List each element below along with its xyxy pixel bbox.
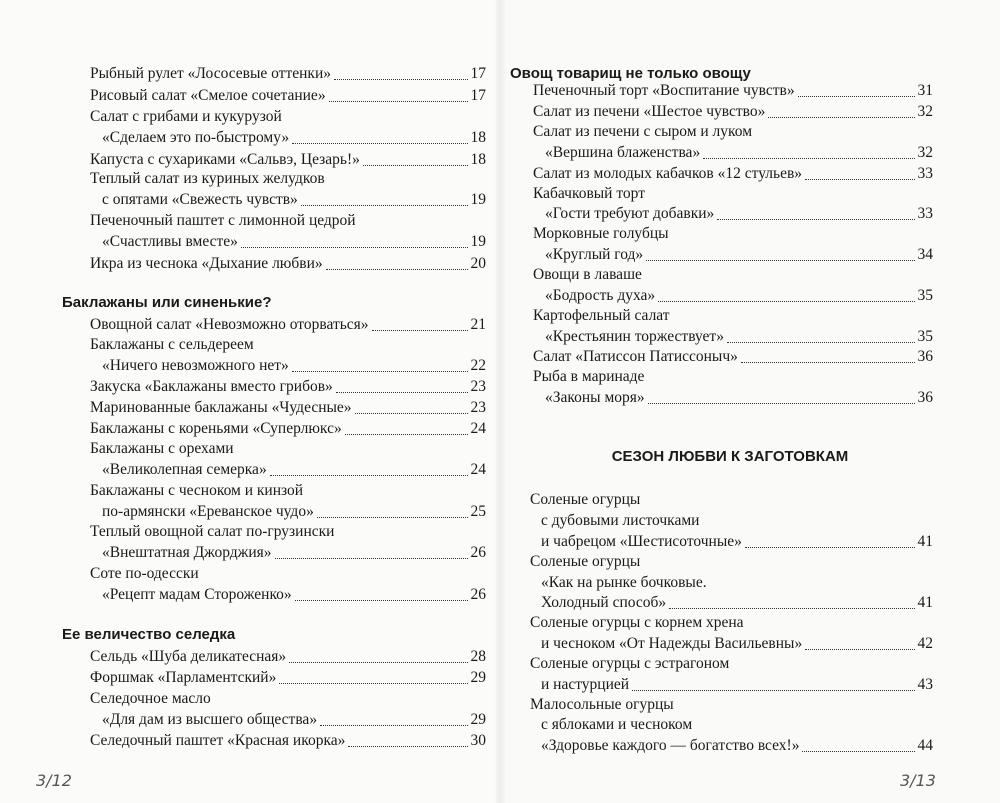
toc-entry: «Бодрость духа» 35 [545,287,933,304]
page-number-right: 3/13 [900,771,936,790]
toc-entry: Холодный способ» 41 [541,594,933,611]
toc-entry: Баклажаны с чесноком и кинзой [90,482,304,499]
section-heading: Баклажаны или синенькие? [62,294,272,311]
toc-entry: Соленые огурцы [530,553,641,570]
toc-entry: и чабрецом «Шестисоточные» 41 [541,533,933,550]
toc-entry: и чесноком «От Надежды Васильевны» 42 [541,635,933,652]
toc-entry: Овощной салат «Невозможно оторваться» 21 [90,316,486,333]
toc-entry: Салат из печени «Шестое чувство» 32 [533,103,933,120]
toc-entry: «Счастливы вместе» 19 [102,233,486,250]
toc-entry: Соленые огурцы с корнем хрена [530,614,744,631]
toc-entry: «Крестьянин торжествует» 35 [545,328,933,345]
toc-entry: по-армянски «Ереванское чудо» 25 [102,503,486,520]
toc-entry: и настурцией 43 [541,676,933,693]
toc-entry: «Сделаем это по-быстрому» 18 [102,129,486,146]
toc-entry: с опятами «Свежесть чувств» 19 [102,191,486,208]
toc-entry: с яблоками и чесноком [541,716,693,733]
toc-entry: Баклажаны с орехами [90,440,234,457]
part-heading: СЕЗОН ЛЮБВИ К ЗАГОТОВКАМ [611,448,849,465]
toc-entry: Баклажаны с кореньями «Суперлюкс» 24 [90,420,486,437]
toc-entry: «Ничего невозможного нет» 22 [102,357,486,374]
toc-entry: Кабачковый торт [533,185,645,202]
toc-entry: «Для дам из высшего общества» 29 [102,711,486,728]
toc-entry: «Вершина блаженства» 32 [545,144,933,161]
toc-entry: Форшмак «Парламентский» 29 [90,669,486,686]
book-gutter [494,0,506,803]
toc-entry: «Внештатная Джорджия» 26 [102,544,486,561]
toc-entry: «Рецепт мадам Стороженко» 26 [102,586,486,603]
toc-entry: Салат с грибами и кукурузой [90,108,282,125]
toc-entry: Теплый салат из куриных желудков [90,170,325,187]
toc-entry: Соленые огурцы [530,491,641,508]
toc-entry: Селедочный паштет «Красная икорка» 30 [90,732,486,749]
toc-entry: «Законы моря» 36 [545,389,933,406]
toc-entry: Капуста с сухариками «Сальвэ, Цезарь!» 18 [90,151,486,168]
toc-entry: Селедочное масло [90,690,211,707]
toc-entry: Соте по-одесски [90,565,199,582]
toc-entry: Маринованные баклажаны «Чудесные» 23 [90,399,486,416]
toc-entry: Морковные голубцы [533,225,669,242]
toc-entry: «Здоровье каждого — богатство всех!» 44 [541,737,933,754]
toc-entry: Баклажаны с сельдереем [90,336,254,353]
toc-entry: «Как на рынке бочковые. [541,574,707,591]
toc-entry: Рыба в маринаде [533,368,645,385]
toc-entry: Салат «Патиссон Патиссоныч» 36 [533,348,933,365]
section-heading: Овощ товарищ не только овощу [510,65,751,82]
page-number-left: 3/12 [36,771,72,790]
toc-entry: Сельдь «Шуба деликатесная» 28 [90,648,486,665]
toc-entry: «Круглый год» 34 [545,246,933,263]
toc-entry: Овощи в лаваше [533,266,642,283]
toc-entry: Соленые огурцы с эстрагоном [530,655,730,672]
toc-entry: с дубовыми листочками [541,512,700,529]
toc-entry: Печеночный торт «Воспитание чувств» 31 [533,82,933,99]
toc-entry: Салат из печени с сыром и луком [533,123,753,140]
toc-entry: «Великолепная семерка» 24 [102,461,486,478]
toc-entry: Рыбный рулет «Лососевые оттенки» 17 [90,65,486,82]
section-heading: Ее величество селедка [62,626,236,643]
toc-entry: Рисовый салат «Смелое сочетание» 17 [90,87,486,104]
toc-entry: Икра из чеснока «Дыхание любви» 20 [90,255,486,272]
toc-entry: Малосольные огурцы [530,696,674,713]
toc-entry: Закуска «Баклажаны вместо грибов» 23 [90,378,486,395]
toc-entry: Теплый овощной салат по-грузински [90,523,335,540]
toc-entry: «Гости требуют добавки» 33 [545,205,933,222]
toc-entry: Салат из молодых кабачков «12 стульев» 33 [533,165,933,182]
toc-entry: Картофельный салат [533,307,670,324]
toc-entry: Печеночный паштет с лимонной цедрой [90,212,356,229]
